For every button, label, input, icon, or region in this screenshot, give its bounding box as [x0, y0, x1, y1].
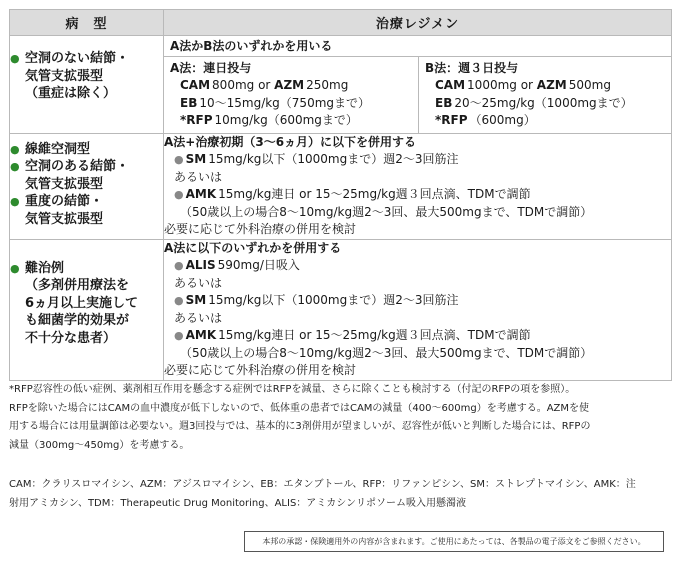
method-a-line: EB 10～15mg/kg（750mgまで）	[180, 95, 371, 110]
drug-line: ● SM 15mg/kg以下（1000mgまで）週2～3回筋注	[174, 293, 459, 307]
method-a-line: CAM 800mg or AZM 250mg	[180, 78, 349, 92]
regimen-heading: A法かB法のいずれかを用いる	[164, 36, 671, 57]
gray-bullet-icon: ●	[174, 153, 184, 166]
abbreviation-line: CAM：クラリスロマイシン、AZM：アジスロマイシン、EB：エタンブトール、RFP：リファンピシン、SM：ストレプトマイシン、AMK：注	[9, 479, 636, 490]
type-cell	[10, 133, 164, 239]
type-line: 6ヵ月以上実施して	[25, 295, 139, 311]
type-cell	[10, 239, 164, 380]
drug-line: ● AMK 15mg/kg連日 or 15～25mg/kg週３回点滴、TDMで調節	[174, 328, 531, 342]
regimen-cell	[164, 133, 672, 239]
surgery-note: 必要に応じて外科治療の併用を検討	[164, 222, 357, 236]
disclaimer-box: 本邦の承認・保険適用外の内容が含まれます。ご使用にあたっては、各製品の電子添文をご参照ください。	[244, 531, 664, 552]
abbreviations	[9, 476, 673, 513]
type-line: ● 空洞のない結節・	[10, 51, 130, 66]
method-a-line: *RFP 10mg/kg（600mgまで）	[180, 113, 358, 127]
method-a	[164, 57, 419, 133]
footnote-line: 減量（300mg～450mg）を考慮する。	[9, 439, 190, 451]
table-header-row	[10, 10, 672, 36]
method-b-line: *RFP （600mg）	[435, 113, 536, 127]
type-line: ● 難治例	[10, 260, 65, 276]
green-bullet-icon: ●	[10, 160, 20, 173]
gray-bullet-icon: ●	[174, 329, 184, 342]
footnotes	[9, 381, 673, 455]
green-bullet-icon: ●	[10, 52, 20, 65]
surgery-note: 必要に応じて外科治療の併用を検討	[164, 363, 357, 377]
gray-bullet-icon: ●	[174, 259, 184, 272]
green-bullet-icon: ●	[10, 195, 20, 208]
or-text: あるいは	[174, 310, 223, 325]
regimen-split	[164, 57, 671, 133]
type-line: 気管支拡張型	[25, 68, 104, 84]
type-line: ● 重度の結節・	[10, 194, 104, 209]
regimen-cell	[164, 239, 672, 380]
regimen-cell	[164, 36, 672, 134]
drug-line: ● SM 15mg/kg以下（1000mgまで）週2～3回筋注	[174, 152, 459, 166]
method-a-title: A法：連日投与	[170, 60, 252, 75]
header-regimen: 治療レジメン	[164, 10, 672, 36]
type-line: （重症は除く）	[25, 86, 117, 101]
type-cell	[10, 36, 164, 134]
type-line: も細菌学的効果が	[25, 313, 130, 328]
type-line: ● 線維空洞型	[10, 141, 91, 157]
method-b-line: CAM 1000mg or AZM 500mg	[435, 78, 611, 92]
regimen-heading: A法に以下のいずれかを併用する	[164, 240, 342, 255]
or-text: あるいは	[174, 275, 223, 290]
or-text: あるいは	[174, 169, 223, 184]
regimen-table	[9, 9, 672, 381]
green-bullet-icon: ●	[10, 261, 20, 275]
method-b-line: EB 20～25mg/kg（1000mgまで）	[435, 95, 633, 110]
gray-bullet-icon: ●	[174, 294, 184, 307]
table-row	[10, 133, 672, 239]
drug-line: ● AMK 15mg/kg連日 or 15～25mg/kg週３回点滴、TDMで調節	[174, 187, 531, 201]
footnote-line: *RFP忍容性の低い症例、薬剤相互作用を懸念する症例ではRFPを減量、さらに除くことも検討する（付記のRFPの項を参照）。	[9, 384, 576, 395]
drug-line: ● ALIS 590mg/日吸入	[174, 258, 300, 272]
footnote-line: 用する場合には用量調節は必要ない。週3回投与では、基本的に3剤併用が望ましいが、忍容性が低いと判断した場合には、RFPの	[9, 421, 591, 433]
regimen-heading: A法+治療初期（3～6ヵ月）に以下を併用する	[164, 134, 417, 149]
type-line: （多剤併用療法を	[25, 278, 130, 293]
table-row	[10, 239, 672, 380]
footnote-line: RFPを除いた場合にはCAMの血中濃度が低下しないので、低体重の患者ではCAMの減量（400～600mg）を考慮する。AZMを使	[9, 402, 590, 414]
table-row	[10, 36, 672, 134]
header-type: 病 型	[10, 10, 164, 36]
amk-note: （50歳以上の場合8～10mg/kg週2～3回、最大500mgまで、TDMで調節）	[180, 345, 593, 360]
type-line: 気管支拡張型	[25, 176, 104, 192]
method-b-title: B法：週３日投与	[425, 60, 519, 75]
gray-bullet-icon: ●	[174, 188, 184, 201]
type-line: ● 空洞のある結節・	[10, 159, 130, 174]
abbreviation-line: 射用アミカシン、TDM：Therapeutic Drug Monitoring、ALIS：アミカシンリポソーム吸入用懸濁液	[9, 497, 467, 509]
amk-note: （50歳以上の場合8～10mg/kg週2～3回、最大500mgまで、TDMで調節）	[180, 204, 593, 219]
green-bullet-icon: ●	[10, 142, 20, 156]
type-line: 不十分な患者）	[25, 330, 117, 346]
type-line: 気管支拡張型	[25, 211, 104, 227]
method-b	[419, 57, 671, 133]
